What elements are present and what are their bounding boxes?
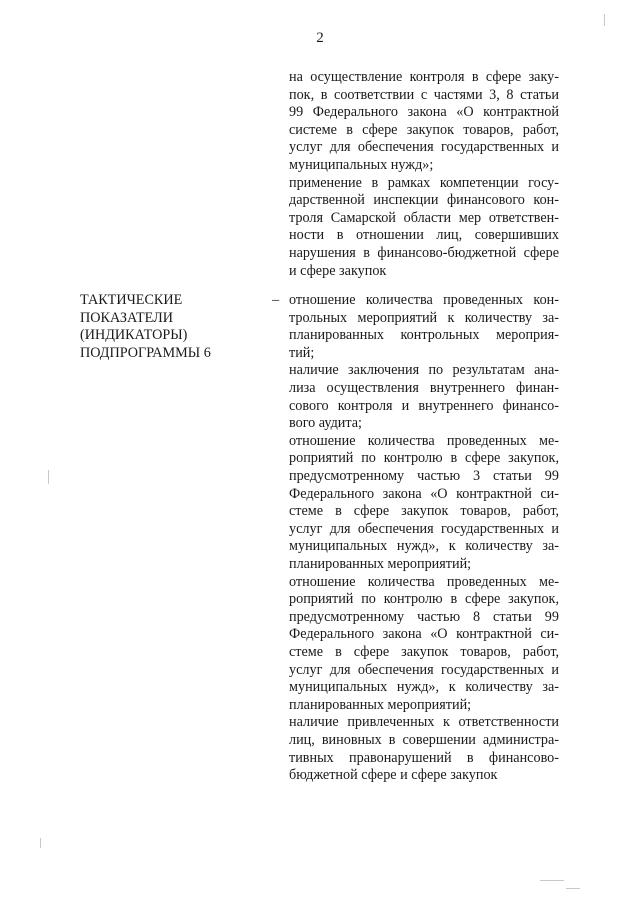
paragraph	[289, 362, 559, 432]
text-line: планированных контрольных мероприя-	[289, 327, 559, 344]
text-line: предусмотренному частью 3 статьи 99	[289, 467, 559, 484]
text-line: роприятий по контролю в сфере закупок,	[289, 450, 559, 467]
label-line: (ИНДИКАТОРЫ)	[80, 327, 188, 344]
text-line: стеме в сфере закупок товаров, работ,	[289, 643, 559, 660]
text-line: троля Самарской области мер ответствен-	[289, 209, 559, 226]
text-line: планированных мероприятий;	[289, 555, 472, 572]
paragraph	[289, 574, 559, 715]
label-line: ТАКТИЧЕСКИЕ	[80, 292, 183, 308]
scan-speck	[48, 470, 49, 484]
text-line: лиза осуществления внутреннего финан-	[289, 379, 559, 396]
scan-speck	[604, 14, 605, 26]
text-line: лиц, виновных в совершении администра-	[289, 731, 559, 748]
text-line: тий;	[289, 344, 315, 361]
text-line: на осуществление контроля в сфере заку-	[289, 69, 559, 85]
text-line: Федерального закона «О контрактной си-	[289, 626, 559, 643]
page-number: 2	[316, 30, 324, 46]
text-line: 99 Федерального закона «О контрактной	[289, 104, 559, 121]
text-line: и сфере закупок	[289, 262, 387, 279]
text-line: услуг для обеспечения государственных и	[289, 520, 559, 537]
text-line: бюджетной сфере и сфере закупок	[289, 767, 498, 784]
text-line: предусмотренному частью 8 статьи 99	[289, 608, 559, 625]
text-line: сового контроля и внутреннего финансо-	[289, 397, 559, 414]
paragraph	[289, 433, 559, 574]
text-line: отношение количества проведенных ме-	[289, 573, 559, 590]
label-dash: –	[272, 292, 280, 308]
text-line: муниципальных нужд», к количеству за-	[289, 679, 559, 696]
paragraph	[289, 69, 559, 175]
paragraph	[289, 175, 559, 281]
scan-speck	[540, 880, 564, 881]
label-line: ПОКАЗАТЕЛИ	[80, 309, 173, 326]
text-line: роприятий по контролю в сфере закупок,	[289, 591, 559, 608]
text-line: пок, в соответствии с частями 3, 8 статьи	[289, 86, 559, 103]
text-line: Федерального закона «О контрактной си-	[289, 485, 559, 502]
paragraph	[289, 714, 559, 784]
text-line: трольных мероприятий к количеству за-	[289, 309, 559, 326]
scan-speck	[40, 838, 41, 848]
text-line: отношение количества проведенных кон-	[289, 292, 559, 308]
text-line: дарственной инспекции финансового кон-	[289, 192, 559, 209]
text-line: наличие заключения по результатам ана-	[289, 362, 559, 379]
text-line: стеме в сфере закупок товаров, работ,	[289, 503, 559, 520]
text-line: услуг для обеспечения государственных и	[289, 661, 559, 678]
text-line: тивных правонарушений в финансово-	[289, 749, 559, 766]
indicators-row-label	[80, 292, 211, 362]
text-line: нарушения в финансово-бюджетной сфере	[289, 244, 559, 261]
text-line: услуг для обеспечения государственных и	[289, 139, 559, 156]
text-line: муниципальных нужд», к количеству за-	[289, 538, 559, 555]
text-line: отношение количества проведенных ме-	[289, 432, 559, 449]
text-line: планированных мероприятий;	[289, 696, 472, 713]
text-line: муниципальных нужд»;	[289, 156, 434, 173]
label-line: ПОДПРОГРАММЫ 6	[80, 344, 211, 361]
text-line: ности в отношении лиц, совершивших	[289, 227, 559, 244]
paragraph	[289, 292, 559, 362]
text-line: системе в сфере закупок товаров, работ,	[289, 121, 559, 138]
scan-speck	[566, 888, 580, 889]
text-line: наличие привлеченных к ответственности	[289, 714, 559, 731]
text-line: вого аудита;	[289, 415, 363, 432]
text-line: применение в рамках компетенции госу-	[289, 174, 559, 191]
